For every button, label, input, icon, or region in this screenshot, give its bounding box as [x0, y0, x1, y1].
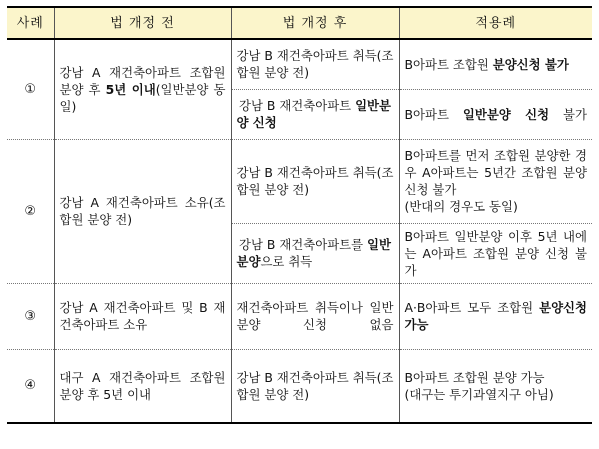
- example-cell: B아파트 조합원 분양 가능 (대구는 투기과열지구 아님): [399, 349, 592, 423]
- table-row: [7, 139, 592, 223]
- after-cell: 강남 B 재건축아파트 취득(조합원 분양 전): [231, 139, 399, 223]
- case-number: ①: [7, 39, 54, 139]
- header-after: 법 개정 후: [231, 7, 399, 39]
- example-cell: B아파트 조합원 분양신청 불가: [399, 39, 592, 89]
- header-row: [7, 7, 592, 39]
- example-cell: B아파트 일반분양 신청 불가: [399, 89, 592, 139]
- after-cell: 강남 B 재건축아파트를 일반분양으로 취득: [231, 223, 399, 283]
- header-case: 사례: [7, 7, 54, 39]
- example-cell: A·B아파트 모두 조합원 분양신청 가능: [399, 283, 592, 349]
- before-cell: 강남 A 재건축아파트 소유(조합원 분양 전): [54, 139, 231, 283]
- after-cell: 재건축아파트 취득이나 일반분양 신청 없음: [231, 283, 399, 349]
- example-cell: B아파트를 먼저 조합원 분양한 경우 A아파트는 5년간 조합원 분양신청 불가 (반대의 경우도 동일): [399, 139, 592, 223]
- table-row: [7, 283, 592, 349]
- after-cell: 강남 B 재건축아파트 취득(조합원 분양 전): [231, 39, 399, 89]
- table-row: [7, 349, 592, 423]
- case-number: ②: [7, 139, 54, 283]
- before-cell: 강남 A 재건축아파트 조합원 분양 후 5년 이내(일반분양 동일): [54, 39, 231, 139]
- case-number: ③: [7, 283, 54, 349]
- header-before: 법 개정 전: [54, 7, 231, 39]
- law-revision-table: [7, 6, 592, 424]
- table-row: [7, 39, 592, 89]
- example-cell: B아파트 일반분양 이후 5년 내에는 A아파트 조합원 분양 신청 불가: [399, 223, 592, 283]
- after-cell: 강남 B 재건축아파트 취득(조합원 분양 전): [231, 349, 399, 423]
- header-example: 적용례: [399, 7, 592, 39]
- before-cell: 강남 A 재건축아파트 및 B 재건축아파트 소유: [54, 283, 231, 349]
- after-cell: 강남 B 재건축아파트 일반분양 신청: [231, 89, 399, 139]
- before-cell: 대구 A 재건축아파트 조합원 분양 후 5년 이내: [54, 349, 231, 423]
- case-number: ④: [7, 349, 54, 423]
